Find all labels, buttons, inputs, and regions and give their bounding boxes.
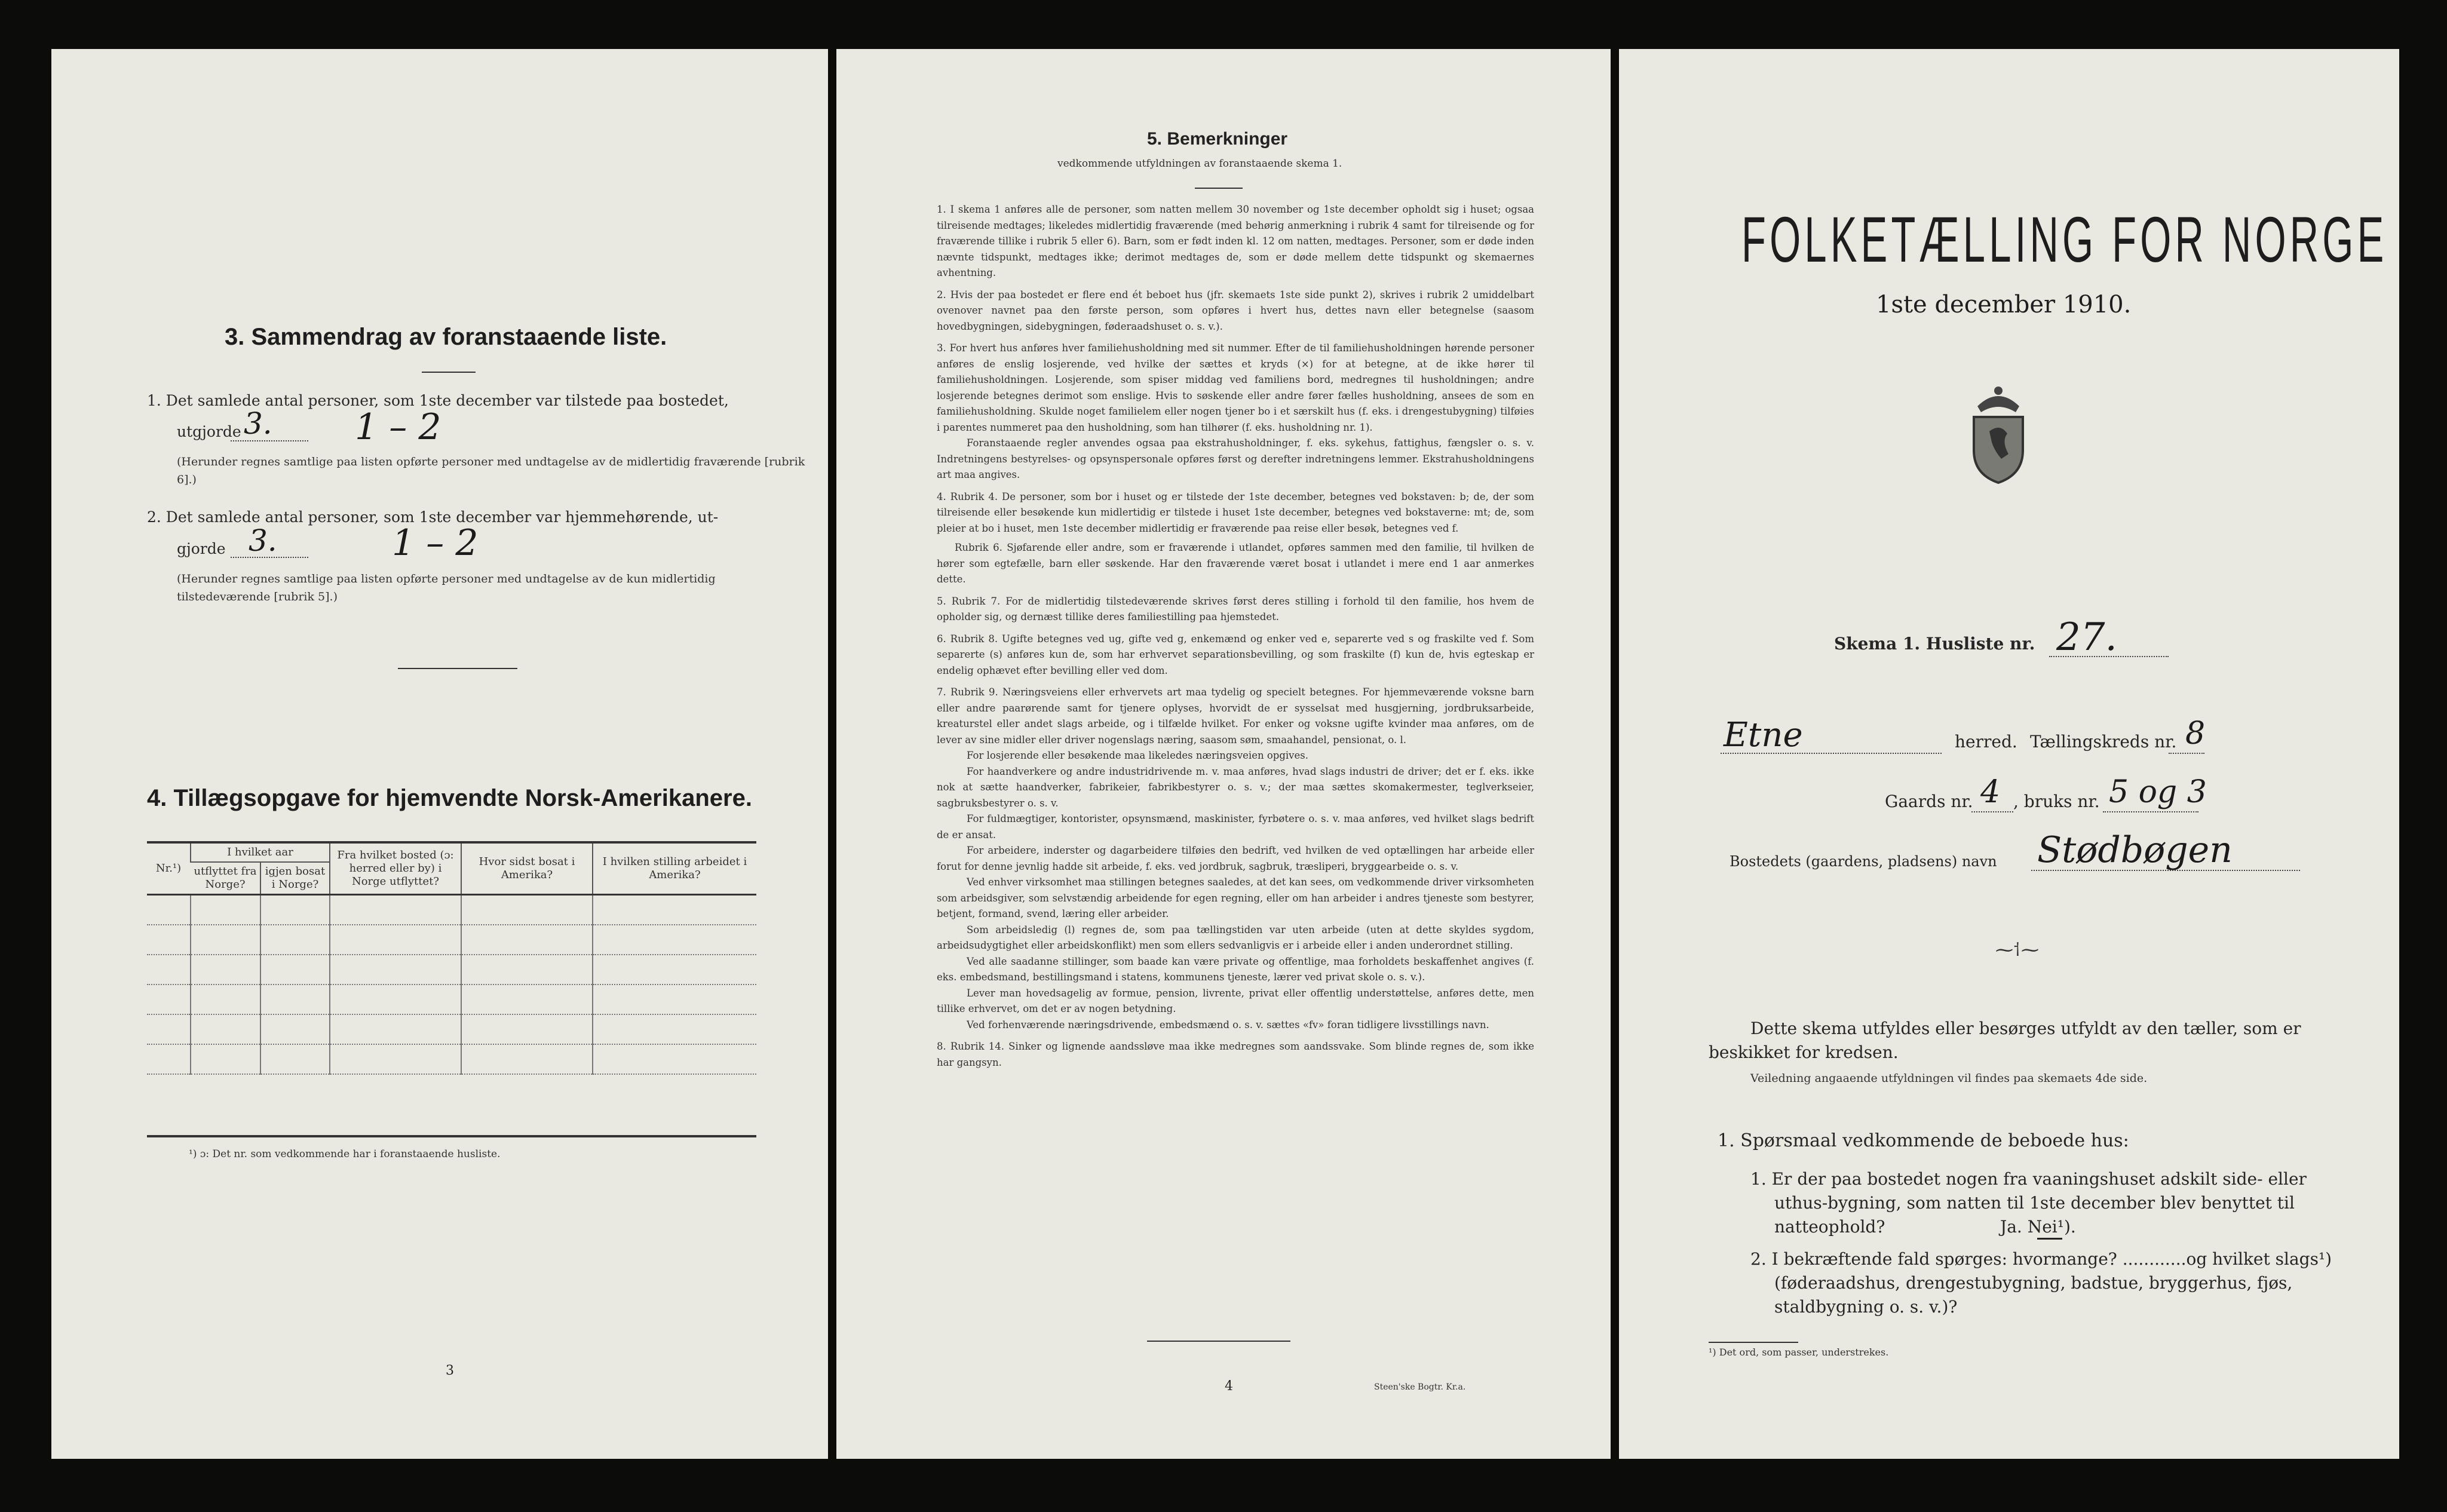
- table-row: [147, 925, 756, 955]
- table-row: [147, 955, 756, 985]
- item2-handwritten: 1 – 2: [392, 522, 479, 564]
- bosted-name: Stødbøgen: [2037, 829, 2233, 871]
- page-right: [1619, 49, 2399, 1459]
- item2-dots: [231, 557, 308, 558]
- item2-utgjorde-label: gjorde: [177, 540, 226, 557]
- divider: [1195, 188, 1243, 189]
- divider: [1709, 1342, 1798, 1343]
- kreds-label: Tællingskreds nr.: [2030, 732, 2177, 752]
- printer-mark: Steen'ske Bogtr. Kr.a.: [1374, 1382, 1466, 1392]
- gaards-dots: [1971, 811, 2013, 812]
- list-item: Lever man hovedsagelig av formue, pension, livrente, privat eller offentlig understøttelse, anføres dette, men tillike erhvervet, om det er av nogen betydning.: [937, 987, 1534, 1014]
- page-number: 3: [446, 1363, 454, 1378]
- herred-name: Etne: [1724, 716, 1803, 755]
- intro-note: Veiledning angaaende utfyldningen vil findes paa skemaets 4de side.: [1750, 1072, 2148, 1085]
- list-item: Ved forhenværende næringsdrivende, embedsmænd o. s. v. sættes «fv» foran tidligere livsstillings navn.: [967, 1019, 1489, 1031]
- page-left: [51, 49, 828, 1459]
- bruks-nr: 5 og 3: [2109, 774, 2207, 810]
- list-item: Rubrik 6. Sjøfarende eller andre, som er fraværende i utlandet, opføres sammen med den familie, til hvilken de hører som egtefælle, barn eller søskende. Har den fraværende været bosat i utlandet i mere end 1 aar anmerkes dette.: [937, 542, 1534, 585]
- bruks-dots: [2103, 811, 2198, 812]
- census-date: 1ste december 1910.: [1876, 291, 2132, 318]
- right-footnote: ¹) Det ord, som passer, understrekes.: [1709, 1347, 1889, 1358]
- list-item: 5. Rubrik 7. For de midlertidig tilstedeværende skrives først deres stilling i forhold til den familie, hos hvem de opholder sig, og dernæst tillike deres familiestilling paa hjemstedet.: [937, 595, 1534, 622]
- herred-dots: [1721, 753, 1942, 754]
- col-hvor-sidst-bosat: Hvor sidst bosat i Amerika?: [461, 844, 593, 895]
- page-middle: [836, 49, 1611, 1459]
- list-item: Foranstaaende regler anvendes ogsaa paa ekstrahusholdninger, f. eks. sykehus, fattighus, fængsler o. s. v. Indretningens bestyrelses- og opsynspersonale opføres først og derefter indretningens lemmer. Ekstrahusholdningens art maa angives.: [937, 437, 1534, 480]
- coat-of-arms-icon: [1965, 384, 2031, 485]
- intro-text: Dette skema utfyldes eller besørges utfyldt av den tæller, som er beskikket for kredsen.: [1709, 1019, 2301, 1062]
- list-item: For fuldmægtiger, kontorister, opsynsmænd, maskinister, fyrbøtere o. s. v. maa anføres, ved hvilket slags bedrift de er ansat.: [937, 813, 1534, 841]
- list-item: 4. Rubrik 4. De personer, som bor i huset og er tilstede der 1ste december, betegnes ved bokstaven: b; de, der som tilreisende eller besøkende kun midlertidig er tilstede i huset 1ste december, betegnes ved bokstaverne: mt; de, som pleier at bo i huset, men 1ste december midlertidig er fraværende paa reise eller besøk, betegnes ved f.: [937, 490, 1534, 534]
- list-item: 7. Rubrik 9. Næringsveiens eller erhvervets art maa tydelig og specielt betegnes. For hjemmeværende voksne barn eller andre paarørende samt for tjenere oplyses, hvorvidt de er sysselsat med husgjerning, jordbruksarbeide, kreaturstel eller andet slags arbeide, og i tilfælde hvilket. For enker og voksne ugifte kvinder maa anføres, om de lever av sine midler eller driver nogenslags næring, saasom søm, smaahandel, pensionat, o. l.: [937, 686, 1534, 746]
- col-stilling: I hvilken stilling arbeidet i Amerika?: [593, 844, 756, 895]
- husliste-dots: [2049, 656, 2169, 657]
- list-item: 6. Rubrik 8. Ugifte betegnes ved ug, gifte ved g, enkemænd og enker ved e, separerte ved s og fraskilte ved f. Som separerte (s) anføres kun de, som har erhvervet separationsbevilling, og som fraskilte (f) kun de, hvis egteskap er endelig ophævet efter bevilling eller ved dom.: [937, 633, 1534, 676]
- table-bottom-rule: [147, 1135, 756, 1137]
- item2-text: 2. Det samlede antal personer, som 1ste december var hjemmehørende, ut-: [147, 508, 719, 526]
- husliste-nr: 27.: [2056, 615, 2117, 660]
- table-row: [147, 895, 756, 925]
- item2-value: 3.: [249, 523, 277, 558]
- list-item: Som arbeidsledig (l) regnes de, som paa tællingstiden var uten arbeide (uten at dette skyldes sygdom, arbeidsudygtighet eller arbeidskonflikt) men som ellers sedvanligvis er i arbeide eller i anden underordnet stilling.: [937, 924, 1534, 951]
- gaards-label: Gaards nr.: [1885, 792, 1973, 811]
- list-item: 1. I skema 1 anføres alle de personer, som natten mellem 30 november og 1ste december opholdt sig i huset; ogsaa tilreisende medtages; likeledes midlertidig fraværende (med behørig anmerkning i rubrik 4 samt for tilreisende og for fraværende tillike i rubrik 5 eller 6). Barn, som er født inden kl. 12 om natten, medtages. Personer, som er døde inden nævnte tidspunkt, medtages ikke; derimot medtages de, som er døde mellem dette tidspunkt og skemaernes avhentning.: [937, 204, 1534, 278]
- kreds-dots: [2169, 753, 2204, 754]
- bosted-dots: [2031, 870, 2300, 871]
- table-footnote: ¹) ɔ: Det nr. som vedkommende har i foranstaaende husliste.: [189, 1148, 501, 1160]
- item2-note: (Herunder regnes samtlige paa listen opførte personer med undtagelse av de kun midlertidig tilstedeværende [rubrik 5].): [177, 572, 716, 603]
- question-2: 2. I bekræftende fald spørges: hvormange? ............og hvilket slags¹) (føderaadshus, drengestubygning, badstue, bryggerhus, fjøs, staldbygning o. s. v.)?: [1750, 1249, 2332, 1317]
- table-row: [147, 1014, 756, 1044]
- gaards-nr: 4: [1980, 774, 2001, 810]
- answer-underline: [2037, 1238, 2062, 1240]
- kreds-nr: 8: [2185, 716, 2206, 752]
- list-item: For haandverkere og andre industridrivende m. v. maa anføres, hvad slags industri de driver; det er f. eks. ikke nok at sætte haandverker, fabrikeier, fabrikbestyrer o. s. v.; der maa sættes skomakermester, teglverkseier, sagbruksbestyrer o. s. v.: [937, 765, 1534, 809]
- skema-label: Skema 1. Husliste nr.: [1834, 634, 2035, 654]
- divider: [422, 372, 476, 373]
- item1-value: 3.: [244, 406, 272, 441]
- divider: [1147, 1341, 1290, 1342]
- item1-text: 1. Det samlede antal personer, som 1ste december var tilstede paa bostedet,: [147, 392, 729, 409]
- ornament-divider: ⁓⸶⁓: [1995, 940, 2040, 961]
- item1-handwritten: 1 – 2: [355, 406, 441, 448]
- col-utflyttet: utflyttet fra Norge?: [194, 865, 257, 891]
- list-item: 2. Hvis der paa bostedet er flere end ét beboet hus (jfr. skemaets 1ste side punkt 2), skrives i rubrik 2 umiddelbart ovenover navnet paa den første person, som opføres i hvert hus, dettes navn eller betegnelse (saasom hovedbygningen, sidebygningen, føderaadshuset o. s. v.).: [937, 289, 1534, 332]
- herred-label: herred.: [1955, 732, 2017, 752]
- table-row: [147, 1044, 756, 1074]
- divider: [398, 668, 517, 669]
- section3-title: 3. Sammendrag av foranstaaende liste.: [225, 324, 667, 350]
- list-item: 8. Rubrik 14. Sinker og lignende aandssløve maa ikke medregnes som aandssvake. Som blinde regnes de, som ikke har gangsyn.: [937, 1041, 1534, 1068]
- section4-title: 4. Tillægsopgave for hjemvendte Norsk-Amerikanere.: [147, 785, 752, 811]
- item1-note: (Herunder regnes samtlige paa listen opførte personer med undtagelse av de midlertidig fraværende [rubrik 6].): [177, 455, 805, 486]
- list-item: Ved enhver virksomhet maa stillingen betegnes saaledes, at det kan sees, om vedkommende driver virksomheten som arbeidsgiver, som selvstændig arbeidende for egen regning, eller om han arbeider i andres tjeneste som bestyrer, betjent, formand, svend, læring eller arbeider.: [937, 876, 1534, 919]
- bemerkninger-list: [937, 202, 1534, 1071]
- questions-title: 1. Spørsmaal vedkommende de beboede hus:: [1718, 1130, 2129, 1151]
- list-item: 3. For hvert hus anføres hver familiehusholdning med sit nummer. Efter de til familiehusholdningen hørende personer anføres de enslig losjerende, ved hvilke der sættes et kryds (×) for at betegne, at de ikke hører til familiehusholdningen. Losjerende, som spiser middag ved familiens bord, medregnes til husholdningen; andre losjerende betegnes derimot som enslige. Hvis to søskende eller andre fører fælles husholdning, ansees de som en familiehusholdning. Skulde noget familielem eller nogen tjener bo i et særskilt hus (f. eks. i drengestubygning) tilføies i parentes nummeret paa den husholdning, som han tilhører (f. eks. husholdning nr. 1).: [937, 342, 1534, 433]
- bemerkninger-subtitle: vedkommende utfyldningen av foranstaaende skema 1.: [1057, 158, 1342, 170]
- col-igjen-bosat: igjen bosat i Norge?: [260, 862, 330, 895]
- list-item: For losjerende eller besøkende maa likeledes næringsveien opgives.: [967, 750, 1308, 761]
- page-number: 4: [1225, 1379, 1233, 1394]
- list-item: Ved alle saadanne stillinger, som baade kan være private og offentlige, maa forholdets beskaffenhet angives (f. eks. embedsmand, bestillingsmand i statens, kommunens tjeneste, lærer ved privat skole o. s. v.).: [937, 955, 1534, 983]
- bruks-label: , bruks nr.: [2013, 792, 2100, 811]
- census-title: FOLKETÆLLING FOR NORGE: [1741, 203, 2388, 275]
- bosted-label: Bostedets (gaardens, pladsens) navn: [1730, 853, 1997, 870]
- table-row: [147, 985, 756, 1014]
- bemerkninger-title: 5. Bemerkninger: [1147, 129, 1288, 149]
- item1-utgjorde-label: utgjorde: [177, 423, 241, 440]
- item1-dots: [231, 440, 308, 441]
- question-1-answer: Ja. Nei¹).: [2000, 1217, 2076, 1237]
- col-i-hvilket-aar: I hvilket aar: [191, 844, 330, 862]
- question-1: 1. Er der paa bostedet nogen fra vaaningshuset adskilt side- eller uthus-bygning, som natten til 1ste december blev benyttet til natteophold?: [1750, 1169, 2307, 1237]
- col-nr: Nr.¹): [155, 862, 182, 875]
- norsk-amerikanere-table: [147, 844, 756, 1075]
- list-item: For arbeidere, inderster og dagarbeidere tilføies den bedrift, ved hvilken de ved optællingen har arbeide eller forut for denne jevnlig hadde sit arbeide, f. eks. ved jordbruk, sagbruk, træsliperi, bryggearbeide o. s. v.: [937, 845, 1534, 872]
- col-fra-hvilket-bosted: Fra hvilket bosted (ɔ: herred eller by) i Norge utflyttet?: [330, 844, 461, 895]
